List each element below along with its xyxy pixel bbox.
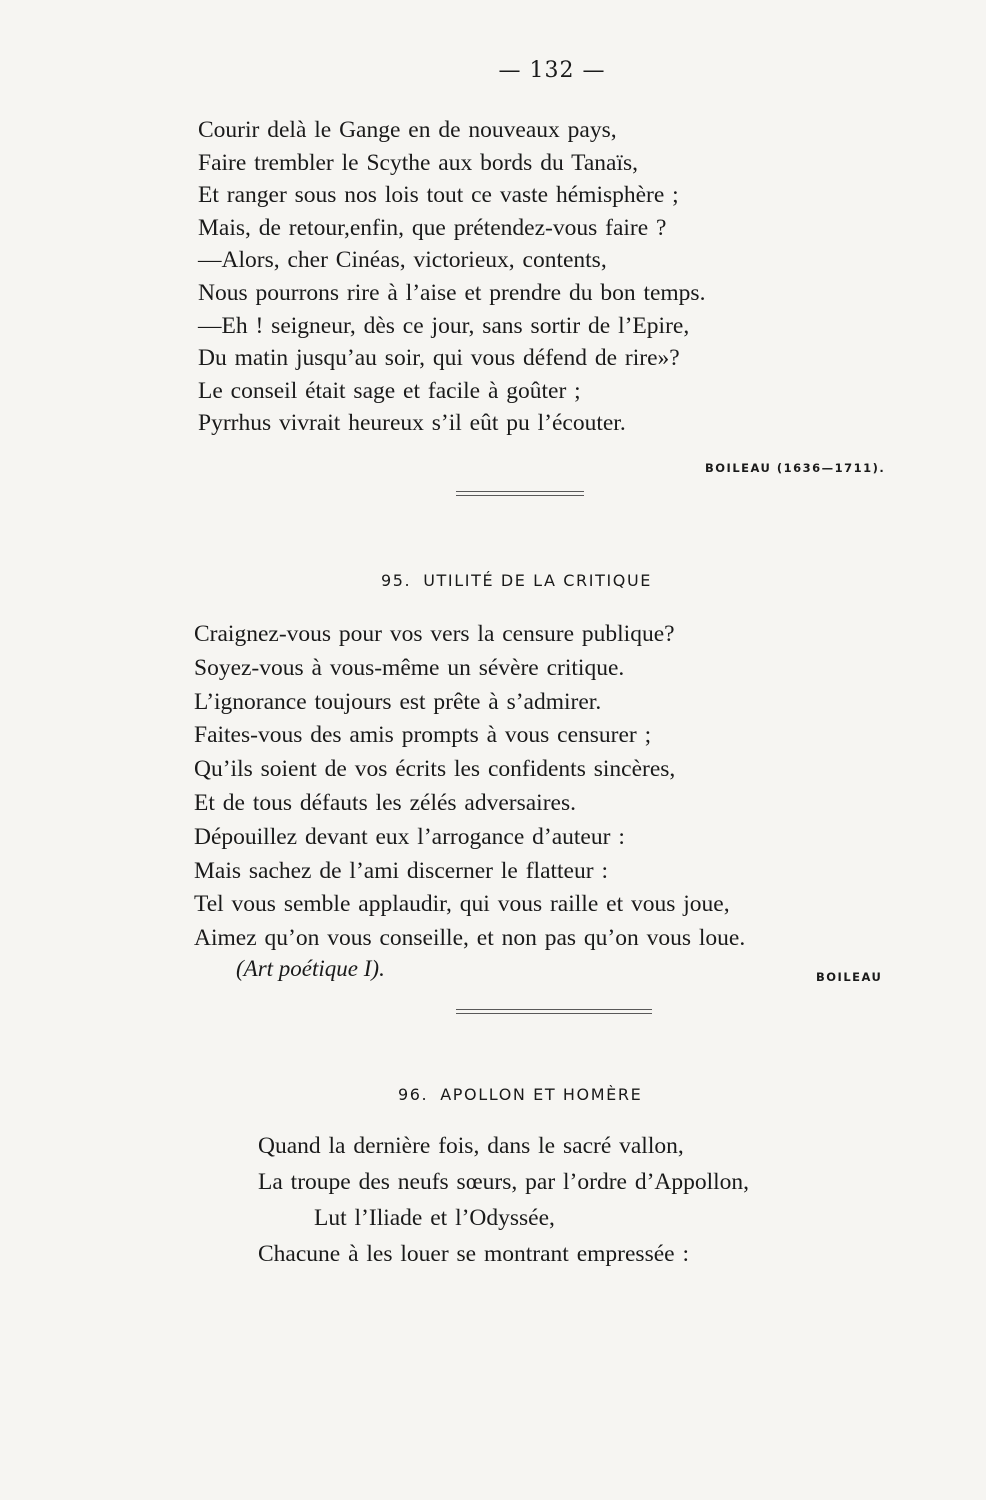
page-number: — 132 — — [498, 58, 606, 83]
section-number: 95. — [381, 571, 412, 590]
section-title-text: APOLLON ET HOMÈRE — [440, 1085, 643, 1104]
section-divider — [456, 491, 584, 496]
verse-line: L’ignorance toujours est prête à s’admirer. — [194, 688, 602, 715]
section-divider — [456, 1009, 652, 1014]
verse-line: Mais sachez de l’ami discerner le flatteur : — [194, 857, 608, 884]
section-title-text: UTILITÉ DE LA CRITIQUE — [423, 571, 652, 590]
verse-line: Quand la dernière fois, dans le sacré vallon, — [258, 1133, 684, 1159]
section-title-96 — [398, 1085, 642, 1104]
verse-line: Courir delà le Gange en de nouveaux pays, — [198, 117, 617, 143]
verse-line: Dépouillez devant eux l’arrogance d’auteur : — [194, 823, 625, 850]
author-attribution: BOILEAU (1636—1711). — [705, 461, 886, 475]
verse-line: Du matin jusqu’au soir, qui vous défend de rire»? — [198, 345, 680, 372]
verse-line: —Alors, cher Cinéas, victorieux, contents, — [198, 247, 607, 274]
verse-line: Soyez-vous à vous-même un sévère critique. — [194, 654, 625, 681]
poem-95 — [194, 618, 745, 956]
poem-94-excerpt — [198, 114, 705, 440]
verse-line: Craignez-vous pour vos vers la censure publique? — [194, 621, 675, 647]
verse-line: Le conseil était sage et facile à goûter ; — [198, 377, 581, 404]
verse-line: Et de tous défauts les zélés adversaires. — [194, 789, 576, 816]
verse-line: Chacune à les louer se montrant empressée : — [258, 1241, 689, 1267]
verse-line: Qu’ils soient de vos écrits les confidents sincères, — [194, 756, 676, 783]
verse-line: Faites-vous des amis prompts à vous censurer ; — [194, 722, 652, 749]
author-attribution: BOILEAU — [816, 970, 883, 984]
verse-line: Tel vous semble applaudir, qui vous raille et vous joue, — [194, 891, 730, 918]
verse-line: Mais, de retour,enfin, que prétendez-vous faire ? — [198, 214, 667, 241]
verse-line: Et ranger sous nos lois tout ce vaste hémisphère ; — [198, 182, 679, 209]
verse-line: Faire trembler le Scythe aux bords du Tanaïs, — [198, 149, 639, 176]
verse-line: Lut l’Iliade et l’Odyssée, — [314, 1205, 555, 1231]
verse-line: Pyrrhus vivrait heureux s’il eût pu l’écouter. — [198, 410, 626, 437]
verse-line: La troupe des neufs sœurs, par l’ordre d’Appollon, — [258, 1169, 750, 1195]
section-title-95 — [381, 571, 652, 590]
verse-line: Aimez qu’on vous conseille, et non pas qu’on vous loue. — [194, 925, 746, 952]
verse-line: —Eh ! seigneur, dès ce jour, sans sortir de l’Epire, — [198, 312, 690, 339]
source-reference: (Art poétique I). — [236, 956, 385, 981]
verse-line: Nous pourrons rire à l’aise et prendre du bon temps. — [198, 279, 706, 306]
poem-96 — [258, 1128, 749, 1272]
section-number: 96. — [398, 1085, 429, 1104]
